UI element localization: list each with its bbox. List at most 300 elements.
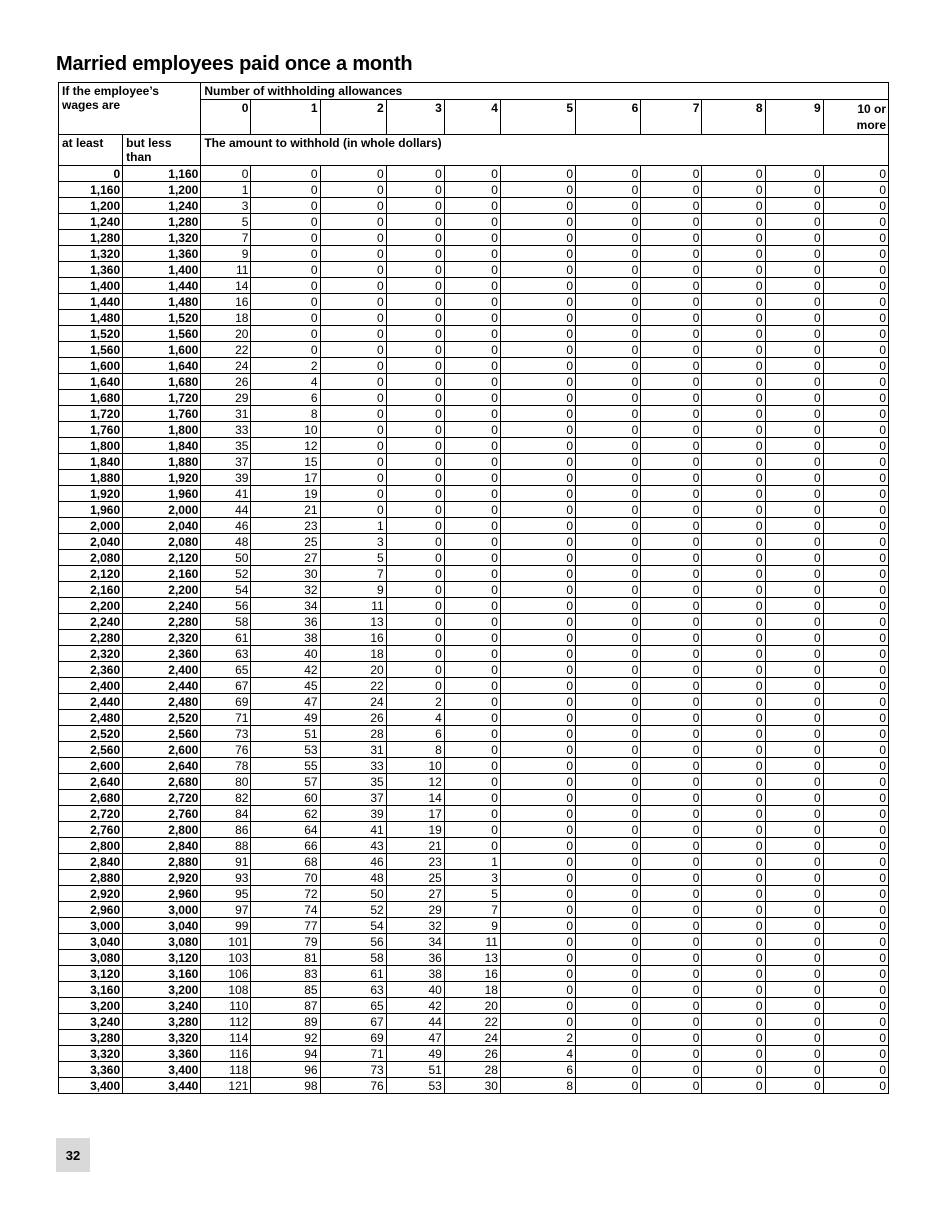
wage-less-than-cell: 2,760 bbox=[123, 806, 201, 822]
withholding-amount-cell: 2 bbox=[386, 694, 444, 710]
withholding-amount-cell: 32 bbox=[386, 918, 444, 934]
withholding-amount-cell: 0 bbox=[641, 406, 702, 422]
withholding-amount-cell: 0 bbox=[386, 582, 444, 598]
withholding-amount-cell: 84 bbox=[201, 806, 251, 822]
wage-at-least-cell: 1,360 bbox=[59, 262, 123, 278]
table-body bbox=[59, 166, 889, 1094]
withholding-amount-cell: 0 bbox=[576, 454, 641, 470]
withholding-amount-cell: 36 bbox=[386, 950, 444, 966]
withholding-amount-cell: 78 bbox=[201, 758, 251, 774]
withholding-amount-cell: 26 bbox=[444, 1046, 500, 1062]
withholding-amount-cell: 0 bbox=[320, 422, 386, 438]
withholding-amount-cell: 0 bbox=[444, 294, 500, 310]
withholding-amount-cell: 0 bbox=[444, 182, 500, 198]
withholding-amount-cell: 0 bbox=[702, 454, 765, 470]
wage-at-least-cell: 2,640 bbox=[59, 774, 123, 790]
withholding-amount-cell: 0 bbox=[823, 598, 888, 614]
withholding-amount-cell: 0 bbox=[320, 182, 386, 198]
withholding-amount-cell: 5 bbox=[444, 886, 500, 902]
withholding-amount-cell: 0 bbox=[823, 358, 888, 374]
withholding-amount-cell: 0 bbox=[702, 742, 765, 758]
withholding-amount-cell: 0 bbox=[641, 198, 702, 214]
wage-less-than-cell: 2,240 bbox=[123, 598, 201, 614]
withholding-amount-cell: 33 bbox=[201, 422, 251, 438]
withholding-amount-cell: 0 bbox=[576, 198, 641, 214]
withholding-amount-cell: 108 bbox=[201, 982, 251, 998]
allowance-column-header: 2 bbox=[320, 100, 386, 135]
withholding-amount-cell: 0 bbox=[702, 1046, 765, 1062]
table-row bbox=[59, 502, 889, 518]
withholding-amount-cell: 16 bbox=[320, 630, 386, 646]
withholding-amount-cell: 0 bbox=[641, 374, 702, 390]
withholding-amount-cell: 0 bbox=[702, 486, 765, 502]
table-row bbox=[59, 374, 889, 390]
withholding-amount-cell: 58 bbox=[320, 950, 386, 966]
withholding-amount-cell: 0 bbox=[823, 470, 888, 486]
table-row bbox=[59, 1014, 889, 1030]
table-row bbox=[59, 678, 889, 694]
withholding-amount-cell: 0 bbox=[444, 470, 500, 486]
withholding-amount-cell: 81 bbox=[251, 950, 320, 966]
withholding-amount-cell: 0 bbox=[765, 662, 823, 678]
wage-at-least-cell: 1,560 bbox=[59, 342, 123, 358]
withholding-amount-cell: 0 bbox=[500, 518, 575, 534]
withholding-amount-cell: 0 bbox=[320, 342, 386, 358]
withholding-amount-cell: 0 bbox=[765, 886, 823, 902]
withholding-amount-cell: 0 bbox=[765, 486, 823, 502]
withholding-amount-cell: 0 bbox=[823, 406, 888, 422]
withholding-amount-cell: 0 bbox=[576, 934, 641, 950]
wage-at-least-cell: 1,880 bbox=[59, 470, 123, 486]
withholding-amount-cell: 0 bbox=[702, 918, 765, 934]
wage-at-least-cell: 2,400 bbox=[59, 678, 123, 694]
withholding-amount-cell: 42 bbox=[251, 662, 320, 678]
withholding-amount-cell: 0 bbox=[444, 230, 500, 246]
withholding-amount-cell: 0 bbox=[641, 694, 702, 710]
withholding-amount-cell: 0 bbox=[251, 342, 320, 358]
withholding-amount-cell: 0 bbox=[641, 1078, 702, 1094]
withholding-amount-cell: 0 bbox=[823, 1014, 888, 1030]
withholding-amount-cell: 0 bbox=[823, 934, 888, 950]
table-row bbox=[59, 582, 889, 598]
wage-at-least-cell: 2,520 bbox=[59, 726, 123, 742]
table-row bbox=[59, 310, 889, 326]
withholding-amount-cell: 0 bbox=[500, 326, 575, 342]
wage-less-than-cell: 2,400 bbox=[123, 662, 201, 678]
withholding-amount-cell: 37 bbox=[320, 790, 386, 806]
withholding-amount-cell: 0 bbox=[251, 166, 320, 182]
withholding-amount-cell: 0 bbox=[641, 742, 702, 758]
withholding-amount-cell: 0 bbox=[500, 742, 575, 758]
withholding-amount-cell: 0 bbox=[500, 838, 575, 854]
withholding-amount-cell: 0 bbox=[444, 390, 500, 406]
wage-at-least-cell: 2,360 bbox=[59, 662, 123, 678]
wage-less-than-cell: 2,040 bbox=[123, 518, 201, 534]
withholding-amount-cell: 10 bbox=[251, 422, 320, 438]
withholding-amount-cell: 25 bbox=[251, 534, 320, 550]
withholding-amount-cell: 0 bbox=[641, 822, 702, 838]
withholding-amount-cell: 0 bbox=[702, 790, 765, 806]
table-row bbox=[59, 806, 889, 822]
withholding-amount-cell: 0 bbox=[576, 502, 641, 518]
withholding-amount-cell: 27 bbox=[251, 550, 320, 566]
withholding-amount-cell: 0 bbox=[500, 614, 575, 630]
table-row bbox=[59, 198, 889, 214]
withholding-amount-cell: 0 bbox=[702, 310, 765, 326]
withholding-amount-cell: 0 bbox=[765, 534, 823, 550]
withholding-amount-cell: 0 bbox=[641, 598, 702, 614]
withholding-amount-cell: 0 bbox=[320, 470, 386, 486]
withholding-amount-cell: 40 bbox=[251, 646, 320, 662]
withholding-amount-cell: 0 bbox=[765, 166, 823, 182]
withholding-amount-cell: 3 bbox=[444, 870, 500, 886]
withholding-amount-cell: 48 bbox=[201, 534, 251, 550]
withholding-amount-cell: 0 bbox=[823, 486, 888, 502]
wage-less-than-cell: 1,640 bbox=[123, 358, 201, 374]
withholding-amount-cell: 0 bbox=[765, 390, 823, 406]
withholding-amount-cell: 0 bbox=[641, 966, 702, 982]
withholding-amount-cell: 0 bbox=[386, 198, 444, 214]
withholding-amount-cell: 0 bbox=[444, 550, 500, 566]
withholding-amount-cell: 28 bbox=[320, 726, 386, 742]
withholding-amount-cell: 0 bbox=[823, 198, 888, 214]
withholding-amount-cell: 0 bbox=[765, 550, 823, 566]
withholding-amount-cell: 0 bbox=[576, 582, 641, 598]
withholding-amount-cell: 0 bbox=[500, 646, 575, 662]
withholding-amount-cell: 0 bbox=[386, 454, 444, 470]
wage-at-least-cell: 1,160 bbox=[59, 182, 123, 198]
withholding-amount-cell: 114 bbox=[201, 1030, 251, 1046]
withholding-amount-cell: 0 bbox=[500, 630, 575, 646]
wage-less-than-cell: 2,720 bbox=[123, 790, 201, 806]
withholding-amount-cell: 101 bbox=[201, 934, 251, 950]
withholding-amount-cell: 0 bbox=[641, 998, 702, 1014]
withholding-amount-cell: 15 bbox=[251, 454, 320, 470]
wage-less-than-cell: 3,120 bbox=[123, 950, 201, 966]
table-row bbox=[59, 566, 889, 582]
withholding-amount-cell: 0 bbox=[251, 262, 320, 278]
withholding-amount-cell: 0 bbox=[702, 326, 765, 342]
withholding-amount-cell: 51 bbox=[386, 1062, 444, 1078]
allowance-column-header: 0 bbox=[201, 100, 251, 135]
withholding-amount-cell: 0 bbox=[444, 326, 500, 342]
withholding-amount-cell: 61 bbox=[320, 966, 386, 982]
allowance-column-header: 10 or more bbox=[823, 100, 888, 135]
wage-less-than-cell: 1,720 bbox=[123, 390, 201, 406]
withholding-amount-cell: 0 bbox=[576, 342, 641, 358]
withholding-amount-cell: 22 bbox=[201, 342, 251, 358]
allowance-column-header: 4 bbox=[444, 100, 500, 135]
withholding-amount-cell: 0 bbox=[500, 918, 575, 934]
withholding-amount-cell: 52 bbox=[201, 566, 251, 582]
withholding-amount-cell: 0 bbox=[444, 310, 500, 326]
withholding-amount-cell: 0 bbox=[500, 806, 575, 822]
withholding-amount-cell: 0 bbox=[320, 230, 386, 246]
withholding-amount-cell: 57 bbox=[251, 774, 320, 790]
table-row bbox=[59, 854, 889, 870]
withholding-amount-cell: 0 bbox=[765, 1078, 823, 1094]
wage-less-than-cell: 2,880 bbox=[123, 854, 201, 870]
withholding-amount-cell: 0 bbox=[320, 486, 386, 502]
withholding-amount-cell: 0 bbox=[823, 422, 888, 438]
wage-at-least-cell: 2,280 bbox=[59, 630, 123, 646]
withholding-amount-cell: 0 bbox=[823, 742, 888, 758]
withholding-amount-cell: 0 bbox=[500, 870, 575, 886]
withholding-amount-cell: 0 bbox=[641, 438, 702, 454]
withholding-amount-cell: 0 bbox=[386, 214, 444, 230]
withholding-amount-cell: 0 bbox=[765, 646, 823, 662]
withholding-amount-cell: 0 bbox=[576, 1078, 641, 1094]
withholding-amount-cell: 0 bbox=[702, 646, 765, 662]
withholding-amount-cell: 0 bbox=[444, 694, 500, 710]
withholding-amount-cell: 0 bbox=[765, 246, 823, 262]
withholding-amount-cell: 0 bbox=[823, 726, 888, 742]
withholding-amount-cell: 0 bbox=[576, 630, 641, 646]
table-row bbox=[59, 1046, 889, 1062]
withholding-amount-cell: 0 bbox=[576, 838, 641, 854]
withholding-amount-cell: 6 bbox=[251, 390, 320, 406]
withholding-amount-cell: 88 bbox=[201, 838, 251, 854]
wage-less-than-cell: 2,600 bbox=[123, 742, 201, 758]
withholding-amount-cell: 18 bbox=[320, 646, 386, 662]
withholding-amount-cell: 29 bbox=[201, 390, 251, 406]
withholding-amount-cell: 0 bbox=[702, 758, 765, 774]
table-row bbox=[59, 886, 889, 902]
wage-less-than-cell: 3,040 bbox=[123, 918, 201, 934]
withholding-amount-cell: 14 bbox=[386, 790, 444, 806]
withholding-amount-cell: 98 bbox=[251, 1078, 320, 1094]
withholding-amount-cell: 0 bbox=[320, 198, 386, 214]
wage-at-least-cell: 2,200 bbox=[59, 598, 123, 614]
withholding-amount-cell: 0 bbox=[500, 902, 575, 918]
withholding-amount-cell: 0 bbox=[500, 486, 575, 502]
withholding-amount-cell: 0 bbox=[444, 534, 500, 550]
withholding-amount-cell: 0 bbox=[641, 326, 702, 342]
withholding-amount-cell: 41 bbox=[320, 822, 386, 838]
withholding-amount-cell: 71 bbox=[320, 1046, 386, 1062]
withholding-amount-cell: 0 bbox=[823, 998, 888, 1014]
withholding-amount-cell: 31 bbox=[320, 742, 386, 758]
withholding-amount-cell: 0 bbox=[576, 982, 641, 998]
withholding-amount-cell: 0 bbox=[500, 358, 575, 374]
table-row bbox=[59, 598, 889, 614]
withholding-amount-cell: 0 bbox=[702, 518, 765, 534]
page-title: Married employees paid once a month bbox=[56, 53, 413, 75]
withholding-amount-cell: 54 bbox=[320, 918, 386, 934]
withholding-amount-cell: 0 bbox=[765, 230, 823, 246]
withholding-amount-cell: 0 bbox=[765, 822, 823, 838]
withholding-amount-cell: 21 bbox=[386, 838, 444, 854]
withholding-amount-cell: 97 bbox=[201, 902, 251, 918]
wage-less-than-cell: 1,200 bbox=[123, 182, 201, 198]
withholding-amount-cell: 0 bbox=[641, 358, 702, 374]
withholding-amount-cell: 0 bbox=[641, 678, 702, 694]
withholding-amount-cell: 0 bbox=[320, 214, 386, 230]
withholding-amount-cell: 0 bbox=[386, 438, 444, 454]
but-less-than-header: but less than bbox=[123, 135, 201, 166]
wage-less-than-cell: 3,000 bbox=[123, 902, 201, 918]
table-row bbox=[59, 262, 889, 278]
withholding-amount-cell: 0 bbox=[500, 310, 575, 326]
withholding-amount-cell: 0 bbox=[823, 662, 888, 678]
withholding-amount-cell: 0 bbox=[702, 502, 765, 518]
withholding-amount-cell: 95 bbox=[201, 886, 251, 902]
withholding-amount-cell: 31 bbox=[201, 406, 251, 422]
withholding-amount-cell: 0 bbox=[386, 534, 444, 550]
withholding-amount-cell: 112 bbox=[201, 1014, 251, 1030]
withholding-amount-cell: 0 bbox=[576, 486, 641, 502]
withholding-amount-cell: 0 bbox=[576, 1046, 641, 1062]
withholding-amount-cell: 89 bbox=[251, 1014, 320, 1030]
page-number: 32 bbox=[56, 1138, 90, 1172]
wage-at-least-cell: 1,920 bbox=[59, 486, 123, 502]
withholding-amount-cell: 0 bbox=[444, 614, 500, 630]
wage-less-than-cell: 2,200 bbox=[123, 582, 201, 598]
withholding-amount-cell: 0 bbox=[320, 374, 386, 390]
withholding-amount-cell: 0 bbox=[765, 454, 823, 470]
withholding-amount-cell: 0 bbox=[765, 502, 823, 518]
wage-at-least-cell: 2,760 bbox=[59, 822, 123, 838]
withholding-amount-cell: 0 bbox=[576, 438, 641, 454]
withholding-amount-cell: 0 bbox=[576, 230, 641, 246]
withholding-amount-cell: 0 bbox=[641, 646, 702, 662]
withholding-amount-cell: 0 bbox=[500, 566, 575, 582]
withholding-amount-cell: 87 bbox=[251, 998, 320, 1014]
withholding-amount-cell: 0 bbox=[823, 886, 888, 902]
withholding-amount-cell: 0 bbox=[444, 454, 500, 470]
withholding-amount-cell: 17 bbox=[251, 470, 320, 486]
withholding-amount-cell: 0 bbox=[320, 310, 386, 326]
withholding-amount-cell: 0 bbox=[765, 214, 823, 230]
withholding-amount-cell: 0 bbox=[576, 614, 641, 630]
withholding-amount-cell: 0 bbox=[641, 918, 702, 934]
withholding-amount-cell: 0 bbox=[641, 166, 702, 182]
withholding-amount-cell: 0 bbox=[641, 454, 702, 470]
withholding-amount-cell: 4 bbox=[251, 374, 320, 390]
wage-at-least-cell: 3,160 bbox=[59, 982, 123, 998]
withholding-amount-cell: 0 bbox=[702, 934, 765, 950]
withholding-amount-cell: 0 bbox=[500, 246, 575, 262]
withholding-amount-cell: 0 bbox=[500, 390, 575, 406]
withholding-amount-cell: 0 bbox=[823, 166, 888, 182]
withholding-amount-cell: 49 bbox=[386, 1046, 444, 1062]
withholding-amount-cell: 0 bbox=[765, 630, 823, 646]
withholding-amount-cell: 0 bbox=[320, 454, 386, 470]
withholding-amount-cell: 0 bbox=[702, 630, 765, 646]
withholding-amount-cell: 0 bbox=[823, 262, 888, 278]
withholding-amount-cell: 0 bbox=[765, 598, 823, 614]
withholding-amount-cell: 0 bbox=[386, 486, 444, 502]
table-row bbox=[59, 966, 889, 982]
withholding-amount-cell: 55 bbox=[251, 758, 320, 774]
withholding-amount-cell: 0 bbox=[823, 278, 888, 294]
withholding-amount-cell: 0 bbox=[702, 422, 765, 438]
withholding-amount-cell: 39 bbox=[320, 806, 386, 822]
withholding-amount-cell: 0 bbox=[444, 278, 500, 294]
wage-at-least-cell: 1,280 bbox=[59, 230, 123, 246]
withholding-amount-cell: 8 bbox=[500, 1078, 575, 1094]
withholding-amount-cell: 0 bbox=[765, 566, 823, 582]
withholding-amount-cell: 0 bbox=[702, 598, 765, 614]
withholding-amount-cell: 0 bbox=[386, 502, 444, 518]
withholding-amount-cell: 39 bbox=[201, 470, 251, 486]
wage-less-than-cell: 2,840 bbox=[123, 838, 201, 854]
withholding-amount-cell: 58 bbox=[201, 614, 251, 630]
wage-at-least-cell: 3,400 bbox=[59, 1078, 123, 1094]
wage-at-least-cell: 1,480 bbox=[59, 310, 123, 326]
withholding-amount-cell: 0 bbox=[576, 470, 641, 486]
wage-less-than-cell: 3,440 bbox=[123, 1078, 201, 1094]
table-row bbox=[59, 390, 889, 406]
withholding-amount-cell: 0 bbox=[444, 246, 500, 262]
withholding-amount-cell: 0 bbox=[500, 374, 575, 390]
withholding-amount-cell: 0 bbox=[386, 342, 444, 358]
wage-at-least-cell: 1,520 bbox=[59, 326, 123, 342]
withholding-amount-cell: 0 bbox=[500, 198, 575, 214]
withholding-amount-cell: 36 bbox=[251, 614, 320, 630]
withholding-amount-cell: 1 bbox=[201, 182, 251, 198]
withholding-amount-cell: 0 bbox=[702, 566, 765, 582]
withholding-amount-cell: 0 bbox=[765, 1030, 823, 1046]
withholding-amount-cell: 7 bbox=[444, 902, 500, 918]
withholding-amount-cell: 0 bbox=[576, 758, 641, 774]
withholding-amount-cell: 0 bbox=[823, 438, 888, 454]
withholding-amount-cell: 11 bbox=[201, 262, 251, 278]
withholding-amount-cell: 0 bbox=[823, 694, 888, 710]
withholding-amount-cell: 0 bbox=[444, 486, 500, 502]
withholding-amount-cell: 34 bbox=[386, 934, 444, 950]
withholding-amount-cell: 0 bbox=[702, 806, 765, 822]
wages-header: If the employee’s wages are bbox=[59, 83, 201, 135]
withholding-amount-cell: 0 bbox=[500, 854, 575, 870]
withholding-amount-cell: 0 bbox=[444, 262, 500, 278]
withholding-amount-cell: 30 bbox=[444, 1078, 500, 1094]
withholding-amount-cell: 23 bbox=[251, 518, 320, 534]
wage-at-least-cell: 1,760 bbox=[59, 422, 123, 438]
withholding-amount-cell: 86 bbox=[201, 822, 251, 838]
table-row bbox=[59, 822, 889, 838]
withholding-amount-cell: 0 bbox=[576, 742, 641, 758]
table-row bbox=[59, 230, 889, 246]
withholding-amount-cell: 0 bbox=[251, 198, 320, 214]
wage-at-least-cell: 3,120 bbox=[59, 966, 123, 982]
withholding-amount-cell: 73 bbox=[320, 1062, 386, 1078]
withholding-amount-cell: 0 bbox=[386, 566, 444, 582]
withholding-amount-cell: 0 bbox=[765, 614, 823, 630]
withholding-amount-cell: 0 bbox=[823, 390, 888, 406]
withholding-amount-cell: 0 bbox=[500, 166, 575, 182]
withholding-amount-cell: 0 bbox=[823, 822, 888, 838]
wage-at-least-cell: 0 bbox=[59, 166, 123, 182]
withholding-amount-cell: 0 bbox=[320, 390, 386, 406]
table-row bbox=[59, 934, 889, 950]
withholding-amount-cell: 0 bbox=[444, 166, 500, 182]
withholding-amount-cell: 0 bbox=[641, 470, 702, 486]
withholding-amount-cell: 0 bbox=[641, 790, 702, 806]
wage-at-least-cell: 1,600 bbox=[59, 358, 123, 374]
table-row bbox=[59, 166, 889, 182]
withholding-amount-cell: 0 bbox=[386, 662, 444, 678]
withholding-amount-cell: 22 bbox=[444, 1014, 500, 1030]
withholding-amount-cell: 0 bbox=[823, 534, 888, 550]
withholding-amount-cell: 106 bbox=[201, 966, 251, 982]
withholding-amount-cell: 0 bbox=[444, 374, 500, 390]
withholding-amount-cell: 0 bbox=[823, 214, 888, 230]
withholding-amount-cell: 9 bbox=[444, 918, 500, 934]
withholding-amount-cell: 67 bbox=[320, 1014, 386, 1030]
withholding-amount-cell: 118 bbox=[201, 1062, 251, 1078]
withholding-amount-cell: 0 bbox=[576, 246, 641, 262]
